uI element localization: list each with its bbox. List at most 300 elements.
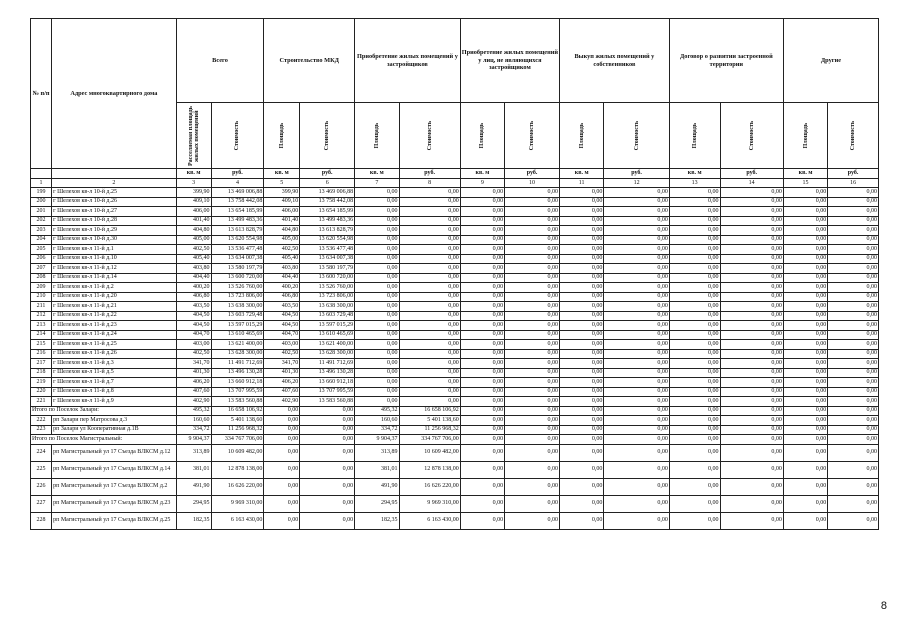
cost-cell: 0,00 bbox=[505, 245, 560, 255]
cost-cell: 0,00 bbox=[399, 283, 460, 293]
area-cell: 0,00 bbox=[460, 397, 504, 407]
cost-cell: 10 609 482,00 bbox=[211, 444, 264, 461]
area-cell: 0,00 bbox=[460, 207, 504, 217]
cost-cell: 13 499 483,36 bbox=[300, 216, 355, 226]
area-cell: 334,72 bbox=[355, 425, 399, 435]
area-cell: 0,00 bbox=[669, 416, 720, 426]
address-cell: рп Магистральный ул 17 Съезда ВЛКСМ д.14 bbox=[52, 461, 177, 478]
area-cell: 0,00 bbox=[560, 235, 604, 245]
area-cell: 0,00 bbox=[460, 359, 504, 369]
area-cell: 0,00 bbox=[460, 254, 504, 264]
area-cell: 0,00 bbox=[460, 264, 504, 274]
cost-cell: 0,00 bbox=[720, 495, 783, 512]
cost-cell: 0,00 bbox=[505, 197, 560, 207]
address-cell: г Шелехов кв-л 11-й д.10 bbox=[52, 254, 177, 264]
table-row bbox=[31, 349, 879, 359]
area-cell: 0,00 bbox=[355, 264, 399, 274]
cost-cell: 13 707 995,59 bbox=[300, 387, 355, 397]
area-cell: 294,95 bbox=[355, 495, 399, 512]
cost-cell: 6 163 430,00 bbox=[399, 512, 460, 529]
area-cell: 0,00 bbox=[669, 226, 720, 236]
cost-cell: 13 600 720,00 bbox=[300, 273, 355, 283]
group-header-total: Всего bbox=[176, 19, 264, 103]
cost-cell: 13 660 912,18 bbox=[300, 378, 355, 388]
cost-cell: 13 583 560,88 bbox=[211, 397, 264, 407]
subtotal-row bbox=[31, 435, 879, 445]
area-cell: 0,00 bbox=[560, 197, 604, 207]
cost-cell: 0,00 bbox=[399, 273, 460, 283]
area-cell: 0,00 bbox=[560, 416, 604, 426]
area-cell: 0,00 bbox=[460, 368, 504, 378]
cost-cell: 0,00 bbox=[399, 207, 460, 217]
area-cell: 0,00 bbox=[264, 425, 300, 435]
area-cell: 0,00 bbox=[783, 512, 827, 529]
area-cell: 0,00 bbox=[669, 330, 720, 340]
area-cell: 403,80 bbox=[264, 264, 300, 274]
cost-cell: 16 626 220,00 bbox=[399, 478, 460, 495]
area-cell: 0,00 bbox=[669, 368, 720, 378]
cost-cell: 0,00 bbox=[399, 292, 460, 302]
area-cell: 409,10 bbox=[264, 197, 300, 207]
address-cell: г Шелехов кв-л 11-й д.9 bbox=[52, 397, 177, 407]
cost-cell: 0,00 bbox=[720, 512, 783, 529]
area-cell: 0,00 bbox=[355, 397, 399, 407]
area-cell: 0,00 bbox=[355, 330, 399, 340]
row-number: 218 bbox=[31, 368, 52, 378]
cost-cell: 0,00 bbox=[720, 397, 783, 407]
subheader-cost: Стоимость bbox=[505, 103, 560, 169]
area-cell: 0,00 bbox=[669, 292, 720, 302]
area-cell: 0,00 bbox=[669, 387, 720, 397]
area-cell: 0,00 bbox=[560, 302, 604, 312]
area-cell: 0,00 bbox=[669, 340, 720, 350]
cost-cell: 0,00 bbox=[399, 226, 460, 236]
row-number: 227 bbox=[31, 495, 52, 512]
cost-cell: 13 536 477,48 bbox=[211, 245, 264, 255]
cost-cell: 0,00 bbox=[604, 264, 669, 274]
address-cell: рп Залари пер Матросова д.3 bbox=[52, 416, 177, 426]
cost-cell: 0,00 bbox=[828, 302, 879, 312]
cost-cell: 0,00 bbox=[720, 245, 783, 255]
area-cell: 0,00 bbox=[460, 387, 504, 397]
cost-cell: 0,00 bbox=[720, 378, 783, 388]
area-cell: 0,00 bbox=[460, 311, 504, 321]
unit-area: кв. м bbox=[560, 169, 604, 179]
area-cell: 0,00 bbox=[669, 444, 720, 461]
cost-cell: 13 536 477,48 bbox=[300, 245, 355, 255]
area-cell: 0,00 bbox=[783, 461, 827, 478]
cost-cell: 0,00 bbox=[399, 340, 460, 350]
area-cell: 0,00 bbox=[460, 495, 504, 512]
cost-cell: 0,00 bbox=[399, 321, 460, 331]
area-cell: 0,00 bbox=[560, 425, 604, 435]
area-cell: 0,00 bbox=[669, 273, 720, 283]
area-cell: 0,00 bbox=[460, 425, 504, 435]
area-cell: 0,00 bbox=[669, 359, 720, 369]
cost-cell: 0,00 bbox=[604, 349, 669, 359]
area-cell: 491,90 bbox=[176, 478, 211, 495]
unit-rub: руб. bbox=[720, 169, 783, 179]
cost-cell: 13 496 130,28 bbox=[211, 368, 264, 378]
unit-area: кв. м bbox=[669, 169, 720, 179]
area-cell: 381,01 bbox=[355, 461, 399, 478]
cost-cell: 0,00 bbox=[505, 321, 560, 331]
area-cell: 0,00 bbox=[355, 235, 399, 245]
area-cell: 403,80 bbox=[176, 264, 211, 274]
cost-cell: 13 707 995,59 bbox=[211, 387, 264, 397]
area-cell: 0,00 bbox=[355, 197, 399, 207]
address-cell: г Шелехов кв-л 11-й д.20 bbox=[52, 292, 177, 302]
area-cell: 0,00 bbox=[560, 349, 604, 359]
area-cell: 402,50 bbox=[176, 349, 211, 359]
row-number: 202 bbox=[31, 216, 52, 226]
cost-cell: 16 626 220,00 bbox=[211, 478, 264, 495]
address-cell: г Шелехов кв-л 11-й д.23 bbox=[52, 321, 177, 331]
column-number: 6 bbox=[300, 179, 355, 188]
cost-cell: 0,00 bbox=[720, 235, 783, 245]
area-cell: 0,00 bbox=[355, 245, 399, 255]
column-number: 2 bbox=[52, 179, 177, 188]
cost-cell: 13 496 130,28 bbox=[300, 368, 355, 378]
resettlement-table bbox=[30, 18, 879, 530]
table-row bbox=[31, 512, 879, 529]
cost-cell: 0,00 bbox=[505, 378, 560, 388]
area-cell: 407,60 bbox=[176, 387, 211, 397]
address-cell: г Шелехов кв-л 10-й д.26 bbox=[52, 197, 177, 207]
cost-cell: 0,00 bbox=[604, 330, 669, 340]
area-cell: 0,00 bbox=[560, 273, 604, 283]
unit-area: кв. м bbox=[355, 169, 399, 179]
cost-cell: 0,00 bbox=[720, 302, 783, 312]
area-cell: 404,80 bbox=[176, 226, 211, 236]
subheader-cost: Стоимость bbox=[828, 103, 879, 169]
area-cell: 0,00 bbox=[264, 406, 300, 416]
area-cell: 0,00 bbox=[264, 512, 300, 529]
subheader-area: Площадь bbox=[669, 103, 720, 169]
area-cell: 0,00 bbox=[460, 245, 504, 255]
table-row bbox=[31, 264, 879, 274]
area-cell: 0,00 bbox=[669, 321, 720, 331]
area-cell: 0,00 bbox=[783, 368, 827, 378]
area-cell: 401,30 bbox=[176, 368, 211, 378]
address-cell: рп Магистральный ул 17 Съезда ВЛКСМ д.12 bbox=[52, 444, 177, 461]
area-cell: 406,80 bbox=[264, 292, 300, 302]
cost-cell: 0,00 bbox=[720, 216, 783, 226]
area-cell: 0,00 bbox=[560, 340, 604, 350]
cost-cell: 13 758 442,08 bbox=[211, 197, 264, 207]
cost-cell: 13 638 300,00 bbox=[211, 302, 264, 312]
cost-cell: 0,00 bbox=[828, 461, 879, 478]
cost-cell: 0,00 bbox=[828, 330, 879, 340]
area-cell: 495,32 bbox=[355, 406, 399, 416]
group-header-other: Другие bbox=[783, 19, 878, 103]
area-cell: 0,00 bbox=[669, 512, 720, 529]
cost-cell: 0,00 bbox=[604, 245, 669, 255]
area-cell: 0,00 bbox=[264, 478, 300, 495]
subtotal-row bbox=[31, 406, 879, 416]
cost-cell: 0,00 bbox=[604, 273, 669, 283]
column-number: 3 bbox=[176, 179, 211, 188]
table-row bbox=[31, 461, 879, 478]
cost-cell: 13 654 185,99 bbox=[211, 207, 264, 217]
cost-cell: 0,00 bbox=[604, 188, 669, 198]
area-cell: 406,00 bbox=[264, 207, 300, 217]
cost-cell: 0,00 bbox=[300, 416, 355, 426]
group-header-owner-buyout: Выкуп жилых помещений у собственников bbox=[560, 19, 670, 103]
cost-cell: 0,00 bbox=[505, 302, 560, 312]
cost-cell: 0,00 bbox=[720, 435, 783, 445]
row-number: 207 bbox=[31, 264, 52, 274]
address-cell: г Шелехов кв-л 10-й д.25 bbox=[52, 188, 177, 198]
area-cell: 409,10 bbox=[176, 197, 211, 207]
address-cell: г Шелехов кв-л 11-й д.3 bbox=[52, 359, 177, 369]
subheader-area: Площадь bbox=[355, 103, 399, 169]
cost-cell: 0,00 bbox=[399, 311, 460, 321]
area-cell: 0,00 bbox=[669, 264, 720, 274]
area-cell: 0,00 bbox=[783, 197, 827, 207]
cost-cell: 13 603 729,48 bbox=[211, 311, 264, 321]
cost-cell: 0,00 bbox=[604, 197, 669, 207]
area-cell: 0,00 bbox=[355, 188, 399, 198]
column-number: 15 bbox=[783, 179, 827, 188]
table-row bbox=[31, 188, 879, 198]
cost-cell: 0,00 bbox=[399, 264, 460, 274]
area-cell: 0,00 bbox=[560, 378, 604, 388]
subheader-cost: Стоимость bbox=[720, 103, 783, 169]
cost-cell: 13 621 400,00 bbox=[300, 340, 355, 350]
area-cell: 9 904,37 bbox=[176, 435, 211, 445]
cost-cell: 0,00 bbox=[828, 226, 879, 236]
cost-cell: 0,00 bbox=[604, 406, 669, 416]
area-cell: 0,00 bbox=[669, 188, 720, 198]
area-cell: 0,00 bbox=[669, 207, 720, 217]
unit-rub: руб. bbox=[505, 169, 560, 179]
area-cell: 0,00 bbox=[460, 406, 504, 416]
area-cell: 0,00 bbox=[560, 435, 604, 445]
cost-cell: 9 969 310,00 bbox=[211, 495, 264, 512]
cost-cell: 0,00 bbox=[828, 216, 879, 226]
cost-cell: 11 491 712,69 bbox=[211, 359, 264, 369]
cost-cell: 0,00 bbox=[720, 340, 783, 350]
address-cell: г Шелехов кв-л 11-й д.2 bbox=[52, 283, 177, 293]
row-number: 210 bbox=[31, 292, 52, 302]
area-cell: 0,00 bbox=[560, 406, 604, 416]
area-cell: 0,00 bbox=[460, 461, 504, 478]
column-number: 10 bbox=[505, 179, 560, 188]
area-cell: 0,00 bbox=[783, 478, 827, 495]
cost-cell: 0,00 bbox=[399, 188, 460, 198]
cost-cell: 13 469 006,88 bbox=[211, 188, 264, 198]
row-number: 219 bbox=[31, 378, 52, 388]
cost-cell: 13 610 465,69 bbox=[211, 330, 264, 340]
row-number: 221 bbox=[31, 397, 52, 407]
cost-cell: 13 628 300,00 bbox=[211, 349, 264, 359]
area-cell: 0,00 bbox=[783, 311, 827, 321]
table-row bbox=[31, 387, 879, 397]
area-cell: 0,00 bbox=[355, 311, 399, 321]
area-cell: 0,00 bbox=[355, 216, 399, 226]
area-cell: 0,00 bbox=[783, 264, 827, 274]
cost-cell: 13 580 197,79 bbox=[211, 264, 264, 274]
area-cell: 0,00 bbox=[669, 245, 720, 255]
area-cell: 0,00 bbox=[560, 397, 604, 407]
area-cell: 405,00 bbox=[176, 235, 211, 245]
cost-cell: 0,00 bbox=[604, 321, 669, 331]
row-number: 222 bbox=[31, 416, 52, 426]
cost-cell: 10 609 482,00 bbox=[399, 444, 460, 461]
cost-cell: 13 628 300,00 bbox=[300, 349, 355, 359]
area-cell: 0,00 bbox=[355, 292, 399, 302]
cost-cell: 0,00 bbox=[720, 461, 783, 478]
cost-cell: 0,00 bbox=[300, 461, 355, 478]
cost-cell: 0,00 bbox=[828, 387, 879, 397]
table-row bbox=[31, 273, 879, 283]
subheader-total-area: Расселяемая площадь жилых помещений bbox=[176, 103, 211, 169]
area-cell: 0,00 bbox=[669, 406, 720, 416]
cost-cell: 0,00 bbox=[720, 349, 783, 359]
area-cell: 0,00 bbox=[669, 349, 720, 359]
cost-cell: 0,00 bbox=[828, 378, 879, 388]
cost-cell: 0,00 bbox=[828, 444, 879, 461]
cost-cell: 0,00 bbox=[505, 359, 560, 369]
cost-cell: 0,00 bbox=[399, 216, 460, 226]
area-cell: 0,00 bbox=[460, 378, 504, 388]
cost-cell: 0,00 bbox=[604, 359, 669, 369]
cost-cell: 0,00 bbox=[604, 235, 669, 245]
cost-cell: 0,00 bbox=[828, 321, 879, 331]
cost-cell: 0,00 bbox=[505, 330, 560, 340]
table-header bbox=[31, 19, 879, 188]
cost-cell: 0,00 bbox=[604, 340, 669, 350]
unit-area: кв. м bbox=[783, 169, 827, 179]
cost-cell: 13 580 197,79 bbox=[300, 264, 355, 274]
cost-cell: 13 499 483,36 bbox=[211, 216, 264, 226]
cost-cell: 16 658 106,92 bbox=[211, 406, 264, 416]
area-cell: 0,00 bbox=[460, 444, 504, 461]
area-cell: 406,00 bbox=[176, 207, 211, 217]
cost-cell: 0,00 bbox=[828, 425, 879, 435]
cost-cell: 0,00 bbox=[505, 416, 560, 426]
cost-cell: 0,00 bbox=[300, 495, 355, 512]
cost-cell: 0,00 bbox=[604, 444, 669, 461]
area-cell: 0,00 bbox=[460, 188, 504, 198]
cost-cell: 0,00 bbox=[720, 321, 783, 331]
cost-cell: 0,00 bbox=[300, 444, 355, 461]
cost-cell: 0,00 bbox=[505, 444, 560, 461]
row-number: 199 bbox=[31, 188, 52, 198]
area-cell: 0,00 bbox=[460, 226, 504, 236]
unit-rub: руб. bbox=[604, 169, 669, 179]
area-cell: 9 904,37 bbox=[355, 435, 399, 445]
cost-cell: 6 163 430,00 bbox=[211, 512, 264, 529]
row-number: 208 bbox=[31, 273, 52, 283]
table-row bbox=[31, 292, 879, 302]
area-cell: 404,50 bbox=[176, 321, 211, 331]
area-cell: 402,50 bbox=[264, 349, 300, 359]
area-cell: 160,60 bbox=[176, 416, 211, 426]
table-row bbox=[31, 340, 879, 350]
cost-cell: 13 597 015,29 bbox=[300, 321, 355, 331]
address-cell: г Шелехов кв-л 11-й д.21 bbox=[52, 302, 177, 312]
area-cell: 0,00 bbox=[669, 254, 720, 264]
area-cell: 0,00 bbox=[560, 387, 604, 397]
area-cell: 0,00 bbox=[560, 245, 604, 255]
cost-cell: 0,00 bbox=[720, 359, 783, 369]
area-cell: 0,00 bbox=[460, 330, 504, 340]
area-cell: 0,00 bbox=[460, 216, 504, 226]
address-cell: г Шелехов кв-л 11-й д.24 bbox=[52, 330, 177, 340]
area-cell: 0,00 bbox=[355, 254, 399, 264]
cost-cell: 0,00 bbox=[828, 435, 879, 445]
cost-cell: 0,00 bbox=[828, 478, 879, 495]
area-cell: 0,00 bbox=[264, 416, 300, 426]
area-cell: 0,00 bbox=[460, 197, 504, 207]
cost-cell: 0,00 bbox=[828, 273, 879, 283]
cost-cell: 0,00 bbox=[505, 340, 560, 350]
area-cell: 0,00 bbox=[669, 302, 720, 312]
row-number: 223 bbox=[31, 425, 52, 435]
area-cell: 0,00 bbox=[560, 254, 604, 264]
area-cell: 406,20 bbox=[264, 378, 300, 388]
column-number: 5 bbox=[264, 179, 300, 188]
address-cell: г Шелехов кв-л 11-й д.14 bbox=[52, 273, 177, 283]
cost-cell: 0,00 bbox=[505, 461, 560, 478]
area-cell: 402,90 bbox=[176, 397, 211, 407]
column-number: 9 bbox=[460, 179, 504, 188]
area-cell: 399,90 bbox=[264, 188, 300, 198]
cost-cell: 0,00 bbox=[505, 292, 560, 302]
unit-rub: руб. bbox=[300, 169, 355, 179]
cost-cell: 0,00 bbox=[505, 188, 560, 198]
table-row bbox=[31, 254, 879, 264]
row-number: 201 bbox=[31, 207, 52, 217]
cost-cell: 0,00 bbox=[604, 254, 669, 264]
cost-cell: 0,00 bbox=[300, 512, 355, 529]
unit-area: кв. м bbox=[264, 169, 300, 179]
area-cell: 404,50 bbox=[176, 311, 211, 321]
cost-cell: 0,00 bbox=[604, 216, 669, 226]
column-number: 7 bbox=[355, 179, 399, 188]
cost-cell: 334 767 706,00 bbox=[399, 435, 460, 445]
cost-cell: 13 469 006,88 bbox=[300, 188, 355, 198]
cost-cell: 0,00 bbox=[604, 283, 669, 293]
area-cell: 0,00 bbox=[355, 340, 399, 350]
area-cell: 313,89 bbox=[355, 444, 399, 461]
cost-cell: 0,00 bbox=[828, 197, 879, 207]
table-row bbox=[31, 397, 879, 407]
row-number: 203 bbox=[31, 226, 52, 236]
cost-cell: 0,00 bbox=[505, 512, 560, 529]
address-cell: г Шелехов кв-л 11-й д.7 bbox=[52, 378, 177, 388]
area-cell: 0,00 bbox=[264, 435, 300, 445]
area-cell: 341,70 bbox=[176, 359, 211, 369]
subtotal-label: Итого по Поселок Магистральный: bbox=[31, 435, 177, 445]
table-row bbox=[31, 216, 879, 226]
area-cell: 0,00 bbox=[560, 478, 604, 495]
address-cell: рп Магистральный ул 17 Съезда ВЛКСМ д.25 bbox=[52, 512, 177, 529]
area-cell: 0,00 bbox=[669, 378, 720, 388]
cost-cell: 0,00 bbox=[720, 197, 783, 207]
area-cell: 160,60 bbox=[355, 416, 399, 426]
cost-cell: 13 654 185,99 bbox=[300, 207, 355, 217]
area-cell: 0,00 bbox=[460, 283, 504, 293]
cost-cell: 0,00 bbox=[505, 397, 560, 407]
cost-cell: 11 256 968,32 bbox=[399, 425, 460, 435]
cost-cell: 13 723 806,00 bbox=[300, 292, 355, 302]
area-cell: 0,00 bbox=[783, 349, 827, 359]
cost-cell: 0,00 bbox=[505, 264, 560, 274]
cost-cell: 0,00 bbox=[828, 340, 879, 350]
